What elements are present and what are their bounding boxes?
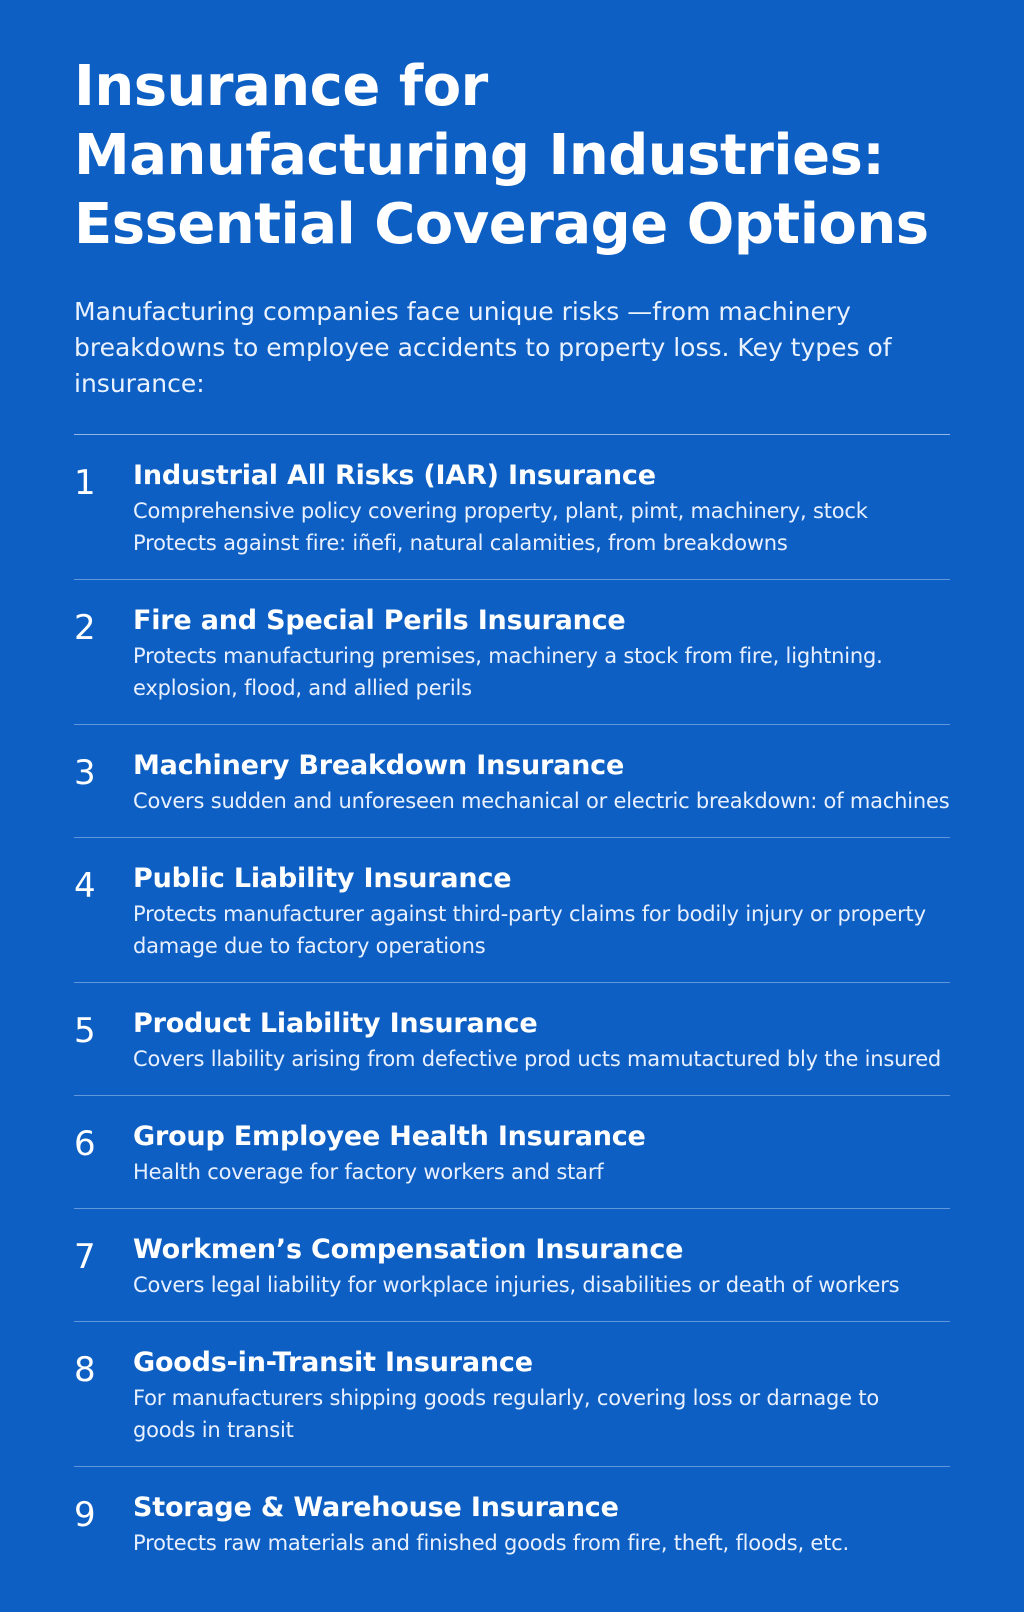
list-item: [74, 983, 950, 1096]
item-description: Protects manufacturing premises, machinery a stock from fire, lightning. explosion, flood, and allied perils: [133, 644, 883, 700]
item-title: Industrial All Risks (IAR) Insurance: [133, 460, 656, 491]
item-number: 2: [74, 608, 96, 648]
item-number: 5: [74, 1011, 96, 1051]
item-number: 4: [74, 866, 96, 906]
item-title: Group Employee Health Insurance: [133, 1121, 646, 1152]
infographic: [74, 52, 950, 1612]
item-description: Covers legal liability for workplace injuries, disabilities or death of workers: [133, 1273, 900, 1297]
list-item: [74, 838, 950, 983]
list-item: [74, 1209, 950, 1322]
item-description: Health coverage for factory workers and starf: [133, 1160, 604, 1184]
item-number: 9: [74, 1495, 96, 1535]
item-description: Protects manufacturer against third-party claims for bodily injury or property damage due to factory operations: [133, 902, 926, 958]
item-title: Product Liability Insurance: [133, 1008, 538, 1039]
list-item: [74, 725, 950, 838]
item-title: Machinery Breakdown Insurance: [133, 750, 625, 781]
item-title: Fire and Special Perils Insurance: [133, 605, 626, 636]
coverage-list: [74, 435, 950, 1612]
list-item: [74, 435, 950, 580]
item-description: Protects raw materials and finished goods from fire, theft, floods, etc.: [133, 1531, 849, 1555]
item-description: Covers llability arising from defective prod ucts mamutactured bly the insured: [133, 1047, 942, 1071]
item-title: Public Liability Insurance: [133, 863, 512, 894]
item-description: For manufacturers shipping goods regularly, covering loss or darnage to goods in transit: [133, 1386, 880, 1442]
item-number: 6: [74, 1124, 96, 1164]
list-item: [74, 1467, 950, 1612]
item-description: Covers sudden and unforeseen mechanical or electric breakdown: of machines: [133, 789, 950, 813]
list-item: [74, 1322, 950, 1467]
intro-text: Manufacturing companies face unique risks —from machinery breakdowns to employee accidents to property loss. Key types of insurance:: [74, 297, 892, 398]
item-number: 8: [74, 1350, 96, 1390]
item-number: 1: [74, 463, 96, 503]
item-title: Storage & Warehouse Insurance: [133, 1492, 619, 1523]
page-title: Insurance for Manufacturing Industries: Essential Coverage Options: [74, 54, 929, 257]
list-item: [74, 1096, 950, 1209]
item-title: Goods-in-Transit Insurance: [133, 1347, 533, 1378]
list-item: [74, 580, 950, 725]
item-number: 3: [74, 753, 96, 793]
item-title: Workmen’s Compensation Insurance: [133, 1234, 684, 1265]
item-number: 7: [74, 1237, 96, 1277]
item-description: Comprehensive policy covering property, plant, pimt, machinery, stock Protects against fire: iñefi, natural calamities, from breakdowns: [133, 499, 868, 555]
